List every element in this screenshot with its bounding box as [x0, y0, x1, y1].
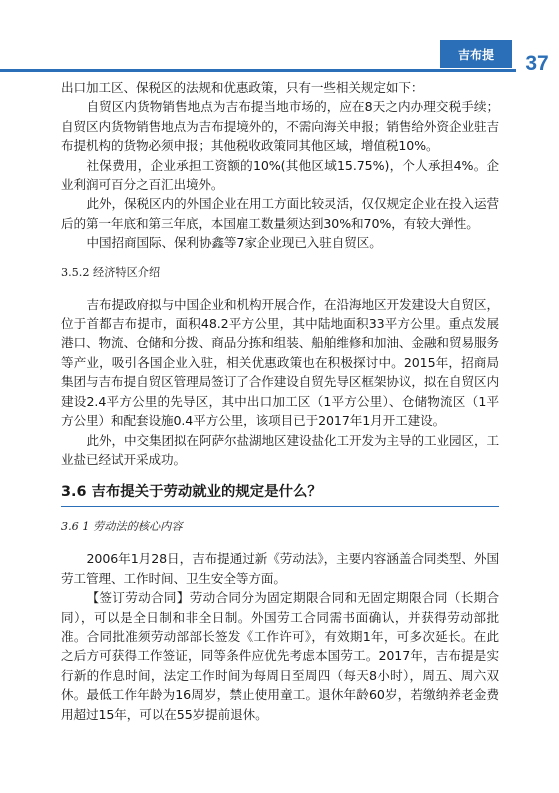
paragraph: 【签订劳动合同】劳动合同分为固定期限合同和无固定期限合同（长期合同），可以是全日制和非全日制。外国劳工合同需书面确认，并获得劳动部批准。合同批准须劳动部部长签发《工作许可》，有效期1年，可多次延长。在此之后方可获得工作签证，同等条件应优先考虑本国劳工。2017年，吉布提是实行新的作息时间，法定工作时间为每周日至周四（每天8小时），周五、周六双休。最低工作年龄为16周岁，禁止使用童工。退休年龄60岁，若缴纳养老金费用超过15年，可以在55岁提前退休。	[61, 590, 499, 722]
paragraph: 社保费用，企业承担工资额的10%(其他区域15.75%)，个人承担4%。企业利润可百分之百汇出境外。	[61, 157, 499, 193]
page-number: 37	[525, 52, 549, 75]
subsection-heading: 3.5.2 经济特区介绍	[61, 265, 161, 279]
section-rule	[61, 506, 499, 507]
header-rule	[0, 69, 516, 72]
section-heading: 3.6 吉布提关于劳动就业的规定是什么？	[61, 484, 322, 501]
paragraph: 此外，中交集团拟在阿萨尔盐湖地区建设盐化工开发为主导的工业园区，工业盐已经试开采成功。	[61, 432, 499, 467]
paragraph: 出口加工区、保税区的法规和优惠政策，只有一些相关规定如下：	[61, 80, 424, 95]
paragraph: 2006年1月28日，吉布提通过新《劳动法》，主要内容涵盖合同类型、外国劳工管理、工作时间、卫生安全等方面。	[61, 551, 499, 586]
page-body	[61, 78, 499, 724]
paragraph: 吉布提政府拟与中国企业和机构开展合作，在沿海地区开发建设大自贸区，位于首都吉布提市，面积48.2平方公里，其中陆地面积33平方公里。重点发展港口、物流、仓储和分拨、商品分拣和组装、船舶维修和加油、金融和贸易服务等产业，吸引各国企业入驻，相关优惠政策也在积极探讨中。2015年，招商局集团与吉布提自贸区管理局签订了合作建设自贸先导区框架协议，拟在自贸区内建设2.4平方公里的先导区，其中出口加工区（1平方公里）、仓储物流区（1平方公里）和配套设施0.4平方公里，该项目已于2017年1月开工建设。	[61, 296, 499, 429]
paragraph: 此外，保税区内的外国企业在用工方面比较灵活，仅仅规定企业在投入运营后的第一年底和第三年底，本国雇工数量须达到30%和70%，有较大弹性。	[61, 196, 499, 231]
chapter-tab: 吉布提	[440, 40, 512, 68]
subsection-heading: 3.6 1 劳动法的核心内容	[61, 520, 183, 534]
paragraph: 中国招商国际、保利协鑫等7家企业现已入驻自贸区。	[86, 235, 382, 251]
paragraph: 自贸区内货物销售地点为吉布提当地市场的，应在8天之内办理交税手续；自贸区内货物销售地点为吉布提境外的，不需向海关申报；销售给外资企业驻吉布提机构的货物必须申报；其他税收政策同其他区域，增值税10%。	[61, 99, 499, 154]
